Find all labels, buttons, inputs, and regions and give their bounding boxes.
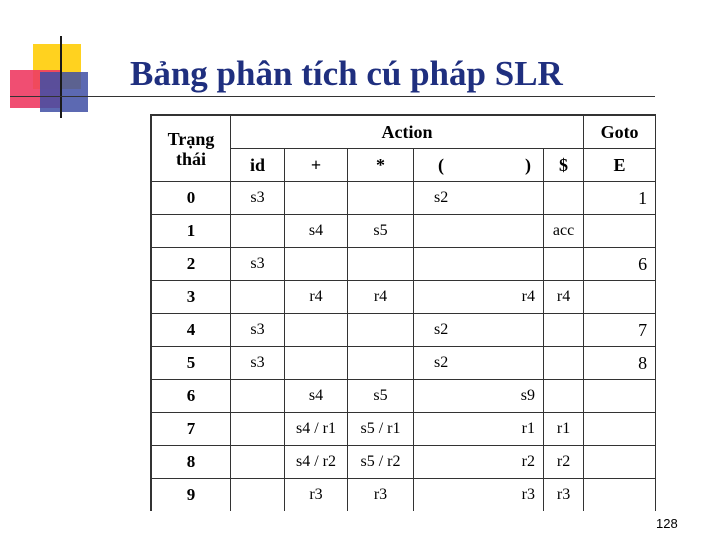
decor-vertical-line: [60, 36, 62, 118]
title-underline: [10, 96, 655, 97]
cell-E: [584, 281, 656, 314]
cell-rparen: s9: [480, 380, 544, 413]
cell-id: [231, 281, 285, 314]
cell-plus: s4 / r1: [285, 413, 348, 446]
cell-lparen: [414, 413, 480, 446]
cell-E: [584, 380, 656, 413]
state-cell: 4: [152, 314, 231, 347]
cell-lparen: [414, 248, 480, 281]
state-cell: 0: [152, 182, 231, 215]
table-body: [152, 182, 656, 512]
cell-E: 8: [584, 347, 656, 380]
cell-rparen: r2: [480, 446, 544, 479]
cell-star: [348, 182, 414, 215]
cell-dollar: r4: [544, 281, 584, 314]
col-lparen: (: [414, 149, 480, 182]
cell-E: [584, 215, 656, 248]
table-row: [152, 248, 656, 281]
state-cell: 6: [152, 380, 231, 413]
cell-star: [348, 248, 414, 281]
cell-E: [584, 446, 656, 479]
table-row: [152, 215, 656, 248]
cell-id: s3: [231, 182, 285, 215]
cell-lparen: s2: [414, 314, 480, 347]
state-cell: 5: [152, 347, 231, 380]
cell-lparen: [414, 446, 480, 479]
cell-plus: r3: [285, 479, 348, 512]
state-cell: 7: [152, 413, 231, 446]
cell-lparen: s2: [414, 182, 480, 215]
cell-star: r3: [348, 479, 414, 512]
table-row: [152, 281, 656, 314]
cell-id: s3: [231, 248, 285, 281]
cell-plus: s4: [285, 215, 348, 248]
cell-dollar: r3: [544, 479, 584, 512]
cell-rparen: [480, 314, 544, 347]
table-row: [152, 479, 656, 512]
state-cell: 3: [152, 281, 231, 314]
cell-star: [348, 347, 414, 380]
cell-lparen: s2: [414, 347, 480, 380]
cell-E: 6: [584, 248, 656, 281]
cell-rparen: [480, 347, 544, 380]
cell-plus: r4: [285, 281, 348, 314]
slr-parsing-table: [151, 115, 656, 511]
table-row: [152, 380, 656, 413]
table-row: [152, 182, 656, 215]
col-star: *: [348, 149, 414, 182]
cell-plus: [285, 182, 348, 215]
cell-lparen: [414, 479, 480, 512]
state-cell: 1: [152, 215, 231, 248]
cell-lparen: [414, 281, 480, 314]
cell-rparen: r3: [480, 479, 544, 512]
table-row: [152, 413, 656, 446]
cell-plus: [285, 314, 348, 347]
cell-star: [348, 314, 414, 347]
cell-dollar: [544, 314, 584, 347]
cell-rparen: [480, 248, 544, 281]
cell-plus: s4 / r2: [285, 446, 348, 479]
goto-header: Goto: [584, 116, 656, 149]
cell-rparen: [480, 182, 544, 215]
table-row: [152, 446, 656, 479]
slr-table-container: [150, 114, 656, 511]
cell-dollar: [544, 182, 584, 215]
cell-plus: [285, 248, 348, 281]
action-header: Action: [231, 116, 584, 149]
cell-id: [231, 413, 285, 446]
table-row: [152, 347, 656, 380]
table-row: [152, 314, 656, 347]
cell-E: 7: [584, 314, 656, 347]
cell-plus: s4: [285, 380, 348, 413]
cell-E: [584, 479, 656, 512]
col-dollar: $: [544, 149, 584, 182]
cell-dollar: r2: [544, 446, 584, 479]
cell-star: s5 / r1: [348, 413, 414, 446]
cell-plus: [285, 347, 348, 380]
cell-star: s5: [348, 215, 414, 248]
col-rparen: ): [480, 149, 544, 182]
cell-star: s5 / r2: [348, 446, 414, 479]
cell-E: [584, 413, 656, 446]
state-cell: 9: [152, 479, 231, 512]
col-plus: +: [285, 149, 348, 182]
state-header-line2: thái: [175, 148, 206, 169]
col-E: E: [584, 149, 656, 182]
decor-blue-square: [40, 72, 88, 112]
cell-dollar: [544, 347, 584, 380]
cell-rparen: r4: [480, 281, 544, 314]
state-cell: 8: [152, 446, 231, 479]
page-number: 128: [656, 516, 678, 531]
cell-lparen: [414, 380, 480, 413]
cell-id: [231, 446, 285, 479]
cell-id: [231, 215, 285, 248]
cell-dollar: r1: [544, 413, 584, 446]
cell-lparen: [414, 215, 480, 248]
cell-id: s3: [231, 314, 285, 347]
state-header-line1: Trạng: [167, 128, 215, 149]
col-id: id: [231, 149, 285, 182]
cell-dollar: [544, 248, 584, 281]
cell-star: r4: [348, 281, 414, 314]
state-cell: 2: [152, 248, 231, 281]
cell-id: [231, 479, 285, 512]
state-header: [152, 116, 231, 182]
cell-id: [231, 380, 285, 413]
slide-title: Bảng phân tích cú pháp SLR: [130, 54, 563, 93]
cell-E: 1: [584, 182, 656, 215]
cell-rparen: [480, 215, 544, 248]
cell-dollar: [544, 380, 584, 413]
cell-dollar: acc: [544, 215, 584, 248]
cell-id: s3: [231, 347, 285, 380]
cell-rparen: r1: [480, 413, 544, 446]
cell-star: s5: [348, 380, 414, 413]
